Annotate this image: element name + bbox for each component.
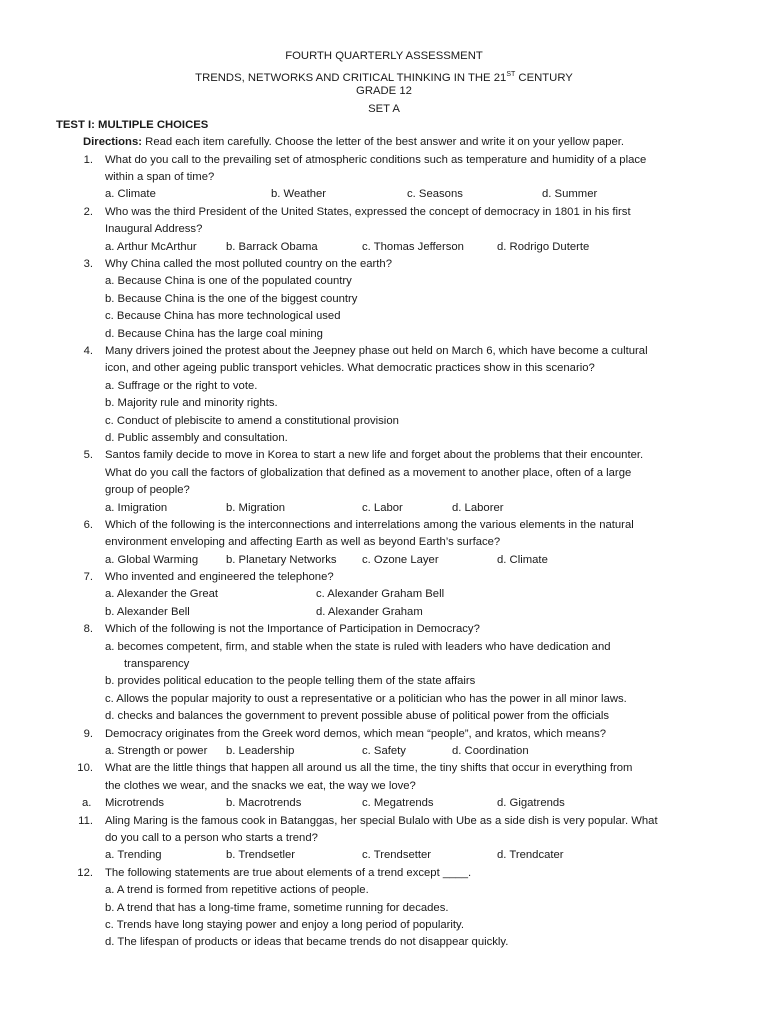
question-text: Who was the third President of the United States, expressed the concept of democracy in 1801 in his first	[105, 206, 631, 218]
question-number: 2.	[83, 206, 93, 218]
question-text: the clothes we wear, and the snacks we eat, the way we love?	[105, 780, 416, 792]
choice-d: d. Summer	[542, 188, 598, 200]
directions-label: Directions:	[83, 136, 143, 148]
question-number: 4.	[83, 345, 93, 357]
choice-d: d. checks and balances the government to prevent possible abuse of political power from the officials	[105, 710, 610, 722]
choice-a: a. Global Warming	[105, 554, 199, 566]
header-title: FOURTH QUARTERLY ASSESSMENT	[285, 50, 483, 62]
choice-c: c. Because China has more technological used	[105, 310, 341, 322]
choice-d: d. Gigatrends	[497, 797, 565, 809]
choice-d: d. Alexander Graham	[316, 606, 423, 618]
choice-b: b. Weather	[271, 188, 327, 200]
header-subject-end: CENTURY	[515, 71, 573, 84]
choice-a: a. Suffrage or the right to vote.	[105, 380, 258, 392]
choice-a: a. Arthur McArthur	[105, 241, 197, 253]
question-text: What do you call the factors of globalization that defined as a movement to another place, often of a large	[105, 467, 632, 479]
directions	[83, 134, 624, 152]
question-number: 3.	[83, 258, 93, 270]
question-number: 9.	[83, 728, 93, 740]
choice-b: b. Leadership	[226, 745, 295, 757]
question-number: 12.	[77, 867, 93, 879]
question-number: 10.	[77, 762, 93, 774]
choice-a: a. Strength or power	[105, 745, 208, 757]
question-text: Many drivers joined the protest about the Jeepney phase out held on March 6, which have become a cultural	[105, 345, 648, 357]
header-grade: GRADE 12	[356, 85, 412, 97]
choice-c: c. Safety	[362, 745, 406, 757]
question-text: Which of the following is the interconnections and interrelations among the various elements in the natural	[105, 519, 634, 531]
header-subject	[0, 66, 768, 84]
choice-b: b. Macrotrends	[226, 797, 302, 809]
question-text: The following statements are true about elements of a trend except ____.	[105, 867, 472, 879]
choice-a: Microtrends	[105, 797, 165, 809]
question-number: 7.	[83, 571, 93, 583]
question-text: Santos family decide to move in Korea to start a new life and forget about the problems that their encounter.	[105, 449, 644, 461]
test-title: TEST I: MULTIPLE CHOICES	[56, 119, 209, 131]
choice-b: b. Planetary Networks	[226, 554, 337, 566]
choice-c: c. Trendsetter	[362, 849, 432, 861]
choice-d: d. Climate	[497, 554, 548, 566]
header-subject-main: TRENDS, NETWORKS AND CRITICAL THINKING IN THE 21	[195, 71, 507, 84]
choice-a: a. Because China is one of the populated country	[105, 275, 352, 287]
choice-b: b. Barrack Obama	[226, 241, 318, 253]
choice-c: c. Labor	[362, 502, 403, 514]
question-number: 1.	[83, 154, 93, 166]
question-text: Who invented and engineered the telephone?	[105, 571, 334, 583]
choice-a-continued: transparency	[124, 658, 190, 670]
choice-d: d. Laborer	[452, 502, 504, 514]
choice-b: b. provides political education to the people telling them of the state affairs	[105, 675, 476, 687]
choice-a: a. Imigration	[105, 502, 168, 514]
question-text: Inaugural Address?	[105, 223, 203, 235]
choice-d: d. Trendcater	[497, 849, 564, 861]
choice-c: c. Alexander Graham Bell	[316, 588, 445, 600]
header-set: SET A	[368, 102, 400, 115]
choice-c: c. Ozone Layer	[362, 554, 439, 566]
choice-c: c. Allows the popular majority to oust a representative or a politician who has the power in all minor laws.	[105, 693, 627, 705]
choice-d: d. Coordination	[452, 745, 529, 757]
document-header	[0, 48, 768, 118]
question-text: Why China called the most polluted country on the earth?	[105, 258, 392, 270]
choice-d: d. Rodrigo Duterte	[497, 241, 590, 253]
question-number: 5.	[83, 449, 93, 461]
choice-b: b. A trend that has a long-time frame, sometime running for decades.	[105, 902, 449, 914]
choice-a: a. Trending	[105, 849, 162, 861]
question-text: Aling Maring is the famous cook in Batanggas, her special Bulalo with Ube as a side dish is very popular. What	[105, 815, 658, 827]
question-text: group of people?	[105, 484, 190, 496]
choice-a: a. A trend is formed from repetitive actions of people.	[105, 884, 369, 896]
choice-a: a. Climate	[105, 188, 156, 200]
question-text: What are the little things that happen all around us all the time, the tiny shifts that occur in everything from	[105, 762, 633, 774]
choice-b: b. Trendsetler	[226, 849, 296, 861]
question-number: 11.	[78, 815, 93, 827]
question-text: within a span of time?	[105, 171, 215, 183]
header-subject-sup: ST	[506, 70, 516, 78]
choice-a: a. becomes competent, firm, and stable when the state is ruled with leaders who have dedication and	[105, 641, 611, 653]
choice-a: a. Alexander the Great	[105, 588, 219, 600]
choice-c: c. Megatrends	[362, 797, 434, 809]
question-text: icon, and other ageing public transport vehicles. What democratic practices show in this scenario?	[105, 362, 595, 374]
question-text: What do you call to the prevailing set of atmospheric conditions such as temperature and humidity of a place	[105, 154, 647, 166]
choice-a-letter: a.	[82, 797, 92, 809]
choice-b: b. Majority rule and minority rights.	[105, 397, 278, 409]
choice-d: d. Because China has the large coal mining	[105, 328, 323, 340]
question-text: environment enveloping and affecting Earth as well as beyond Earth’s surface?	[105, 536, 501, 548]
choice-c: c. Trends have long staying power and enjoy a long period of popularity.	[105, 919, 465, 931]
question-text: Democracy originates from the Greek word demos, which mean “people”, and kratos, which means?	[105, 728, 607, 740]
question-text: do you call to a person who starts a trend?	[105, 832, 318, 844]
choice-b: b. Alexander Bell	[105, 606, 190, 618]
question-number: 8.	[83, 623, 93, 635]
question-text: Which of the following is not the Importance of Participation in Democracy?	[105, 623, 480, 635]
choice-c: c. Thomas Jefferson	[362, 241, 464, 253]
choice-b: b. Because China is the one of the biggest country	[105, 293, 358, 305]
choice-c: c. Seasons	[407, 188, 463, 200]
choice-c: c. Conduct of plebiscite to amend a constitutional provision	[105, 415, 399, 427]
choice-d: d. Public assembly and consultation.	[105, 432, 288, 444]
question-number: 6.	[83, 519, 93, 531]
choice-b: b. Migration	[226, 502, 286, 514]
choice-d: d. The lifespan of products or ideas that became trends do not disappear quickly.	[105, 936, 509, 948]
directions-text: Read each item carefully. Choose the letter of the best answer and write it on your yellow paper.	[142, 136, 625, 148]
